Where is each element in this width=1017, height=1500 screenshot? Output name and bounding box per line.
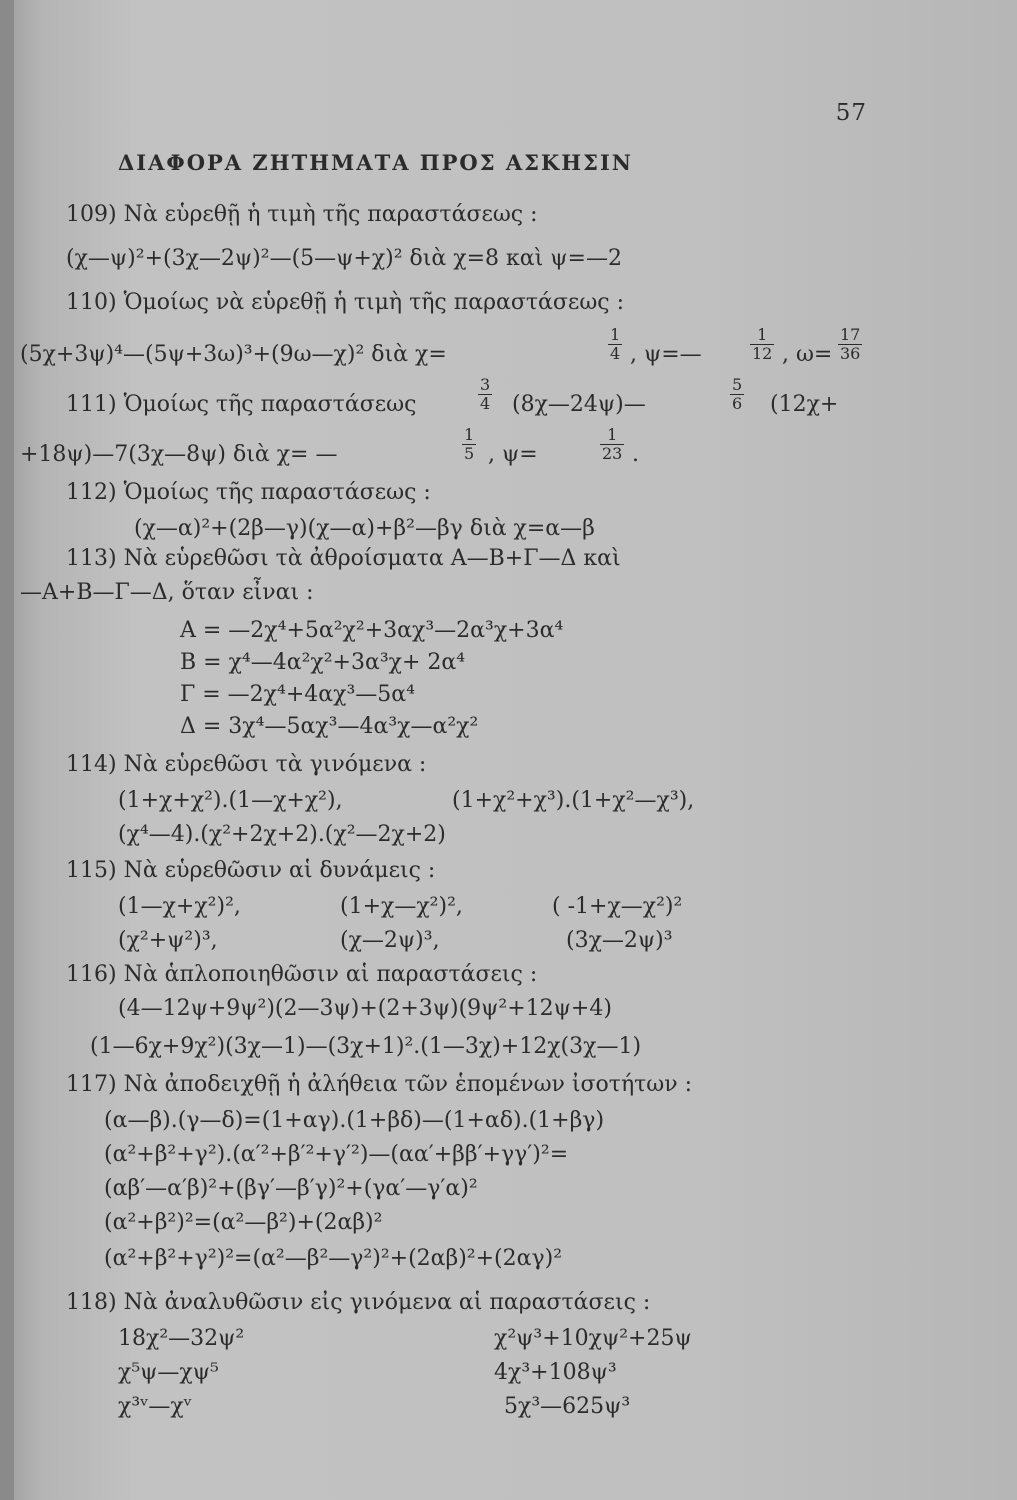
problem-113-title: 113) Νὰ εὑρεθῶσι τὰ ἀθροίσματα Α—Β+Γ—Δ καὶ (66, 546, 621, 571)
equation-G: Γ = —2χ⁴+4αχ³—5α⁴ (180, 682, 415, 707)
factor-left-2: χ⁵ψ—χψ⁵ (118, 1360, 219, 1385)
page-number: 57 (835, 100, 867, 126)
problem-116-line1: (4—12ψ+9ψ²)(2—3ψ)+(2+3ψ)(9ψ²+12ψ+4) (118, 996, 612, 1021)
equation-D: Δ = 3χ⁴—5αχ³—4α³χ—α²χ² (180, 714, 479, 739)
fraction-1-23: $\frac{1}{23}$ (602, 425, 623, 463)
power-4: (χ²+ψ²)³, (118, 928, 218, 953)
problem-109-expression: (χ—ψ)²+(3χ—2ψ)²—(5—ψ+χ)² διὰ χ=8 καὶ ψ=—2 (66, 246, 622, 271)
identity-1: (α—β).(γ—δ)=(1+αγ).(1+βδ)—(1+αδ).(1+βγ) (104, 1108, 605, 1133)
equation-A: Α = —2χ⁴+5α²χ²+3αχ³—2α³χ+3α⁴ (180, 618, 564, 643)
problem-114-line1b: (1+χ²+χ³).(1+χ²—χ³), (452, 788, 695, 813)
problem-110-mid2: , ω= (782, 342, 833, 367)
problem-110-expression: (5χ+3ψ)⁴—(5ψ+3ω)³+(9ω—χ)² διὰ χ= (20, 342, 447, 367)
problem-110-title: 110) Ὁμοίως νὰ εὑρεθῇ ἡ τιμὴ τῆς παραστάσεως : (66, 290, 624, 315)
problem-111-title: 111) Ὁμοίως τῆς παραστάσεως (66, 392, 417, 417)
identity-3: (α²+β²)²=(α²—β²)+(2αβ)² (104, 1210, 383, 1235)
problem-109-title: 109) Νὰ εὑρεθῇ ἡ τιμὴ τῆς παραστάσεως : (66, 202, 538, 227)
problem-111-line2: +18ψ)—7(3χ—8ψ) διὰ χ= — (20, 442, 338, 467)
problem-116-title: 116) Νὰ ἁπλοποιηθῶσιν αἱ παραστάσεις : (66, 962, 538, 987)
fraction-1-5: $\frac{1}{5}$ (464, 425, 475, 463)
equation-B: Β = χ⁴—4α²χ²+3α³χ+ 2α⁴ (180, 650, 466, 675)
problem-114-title: 114) Νὰ εὑρεθῶσι τὰ γινόμενα : (66, 752, 427, 777)
problem-114-line1a: (1+χ+χ²).(1—χ+χ²), (118, 788, 343, 813)
fraction-1-12: $\frac{1}{12}$ (752, 325, 773, 363)
factor-right-1: χ²ψ³+10χψ²+25ψ (494, 1326, 692, 1351)
factor-right-3: 5χ³—625ψ³ (504, 1394, 631, 1419)
problem-114-line2: (χ⁴—4).(χ²+2χ+2).(χ²—2χ+2) (118, 822, 446, 847)
problem-116-line2: (1—6χ+9χ²)(3χ—1)—(3χ+1)².(1—3χ)+12χ(3χ—1) (90, 1034, 642, 1059)
power-5: (χ—2ψ)³, (340, 928, 440, 953)
problem-110-mid: , ψ=— (630, 342, 702, 367)
problem-111-mid-b: , ψ= (488, 442, 538, 467)
power-6: (3χ—2ψ)³ (566, 928, 673, 953)
identity-2: (α²+β²+γ²).(α′²+β′²+γ′²)—(αα′+ββ′+γγ′)²= (104, 1142, 569, 1167)
factor-left-1: 18χ²—32ψ² (118, 1326, 245, 1351)
problem-111-end-b: . (632, 442, 639, 467)
fraction-5-6: $\frac{5}{6}$ (732, 375, 743, 413)
factor-left-3: χ³ᵛ—χᵛ (118, 1394, 192, 1419)
problem-111-end: (12χ+ (770, 392, 839, 417)
fraction-3-4: $\frac{3}{4}$ (480, 375, 491, 413)
problem-117-title: 117) Νὰ ἀποδειχθῇ ἡ ἀλήθεια τῶν ἑπομένων ἰσοτήτων : (66, 1072, 693, 1097)
problem-118-title: 118) Νὰ ἀναλυθῶσιν εἰς γινόμενα αἱ παραστάσεις : (66, 1290, 651, 1315)
fraction-17-36: $\frac{17}{36}$ (840, 325, 861, 363)
problem-115-title: 115) Νὰ εὑρεθῶσιν αἱ δυνάμεις : (66, 858, 436, 883)
page-edge-shadow (0, 0, 14, 1500)
problem-111-mid: (8χ—24ψ)— (512, 392, 646, 417)
problem-112-expression: (χ—α)²+(2β—γ)(χ—α)+β²—βγ διὰ χ=α—β (134, 516, 595, 541)
factor-right-2: 4χ³+108ψ³ (494, 1360, 617, 1385)
section-heading: ΔΙΑΦΟΡΑ ΖΗΤΗΜΑΤΑ ΠΡΟΣ ΑΣΚΗΣΙΝ (118, 150, 633, 175)
power-3: ( -1+χ—χ²)² (552, 894, 683, 919)
power-2: (1+χ—χ²)², (340, 894, 463, 919)
problem-112-title: 112) Ὁμοίως τῆς παραστάσεως : (66, 480, 431, 505)
identity-4: (α²+β²+γ²)²=(α²—β²—γ²)²+(2αβ)²+(2αγ)² (104, 1246, 563, 1271)
power-1: (1—χ+χ²)², (118, 894, 241, 919)
identity-2-cont: (αβ′—α′β)²+(βγ′—β′γ)²+(γα′—γ′α)² (104, 1176, 478, 1201)
problem-113-line2: —Α+Β—Γ—Δ, ὅταν εἶναι : (20, 580, 314, 605)
fraction-1-4: $\frac{1}{4}$ (610, 325, 621, 363)
